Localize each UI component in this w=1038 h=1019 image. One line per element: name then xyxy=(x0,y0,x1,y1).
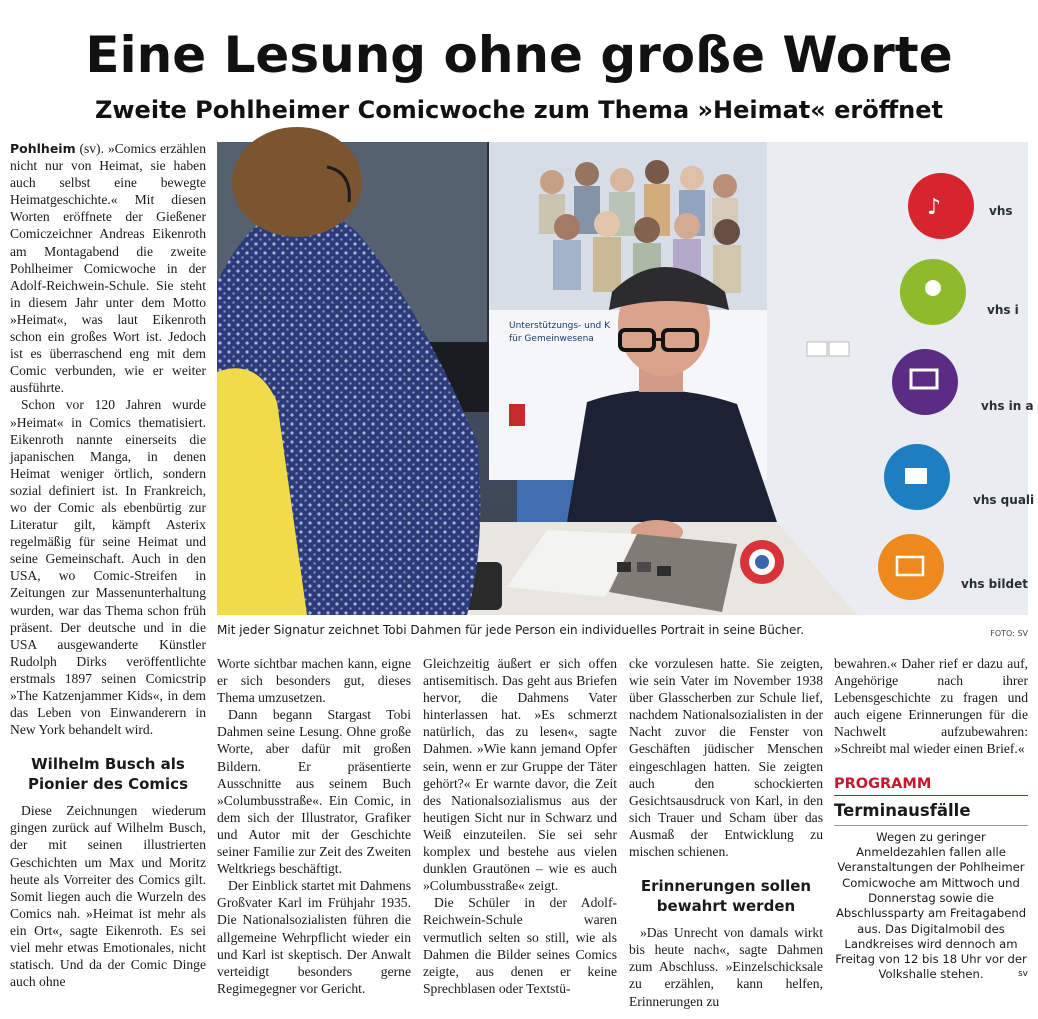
notice-signature: sv xyxy=(1017,969,1028,980)
vhs-label-4: vhs quali xyxy=(973,493,1035,507)
article-photo xyxy=(217,142,1035,615)
banner-text-2: für Gemeinwesena xyxy=(509,334,594,344)
termin-title: Terminausfälle xyxy=(834,800,971,820)
paragraph: Der Einblick startet mit Dahmens Großvater Karl im Frühjahr 1935. Die Nationalsozialisten führen die allgemeine Wehrpflicht wieder ein und Karl ist skeptisch. Der Anwalt verteidigt besonders gerne Regimegegner vor Gericht. xyxy=(217,878,411,996)
lead-paragraph xyxy=(10,140,206,396)
vhs-label-2: vhs i xyxy=(987,303,1019,317)
paragraph: Die Schüler in der Adolf-Reichwein-Schule waren vermutlich selten so still, wie als Dahmen die Bilder seines Comics zeigte, aus denen er keine Sprechblasen oder Textstü- xyxy=(423,895,617,996)
vhs-label-1: vhs xyxy=(989,204,1013,218)
article-column-2 xyxy=(217,655,411,997)
paragraph: cke vorzulesen hatte. Sie zeigten, wie sein Vater im November 1938 über Glasscherben zur Schule lief, nachdem Nationalsozialisten in der Nacht zuvor die Fenster von Geschäften jüdischer Menschen eingeschlagen hatten. Sie zeigten auch den schockierten Gesichtsausdruck von Karl, in den sich Trauer und Scham über das Ausmaß der Entwicklung zu mischen schienen. xyxy=(629,656,823,860)
paragraph: Dann begann Stargast Tobi Dahmen seine Lesung. Ohne große Worte, aber dafür mit großen Bildern. Er präsentierte Ausschnitte aus seinem Buch »Columbusstraße«. Ein Comic, in dem sich der Illustrator, Grafiker und Autor mit der Geschichte seiner Familie zur Zeit des Zweiten Weltkriegs beschäftigt. xyxy=(217,707,411,877)
subheadline: Zweite Pohlheimer Comicwoche zum Thema »Heimat« eröffnet xyxy=(94,96,944,124)
photo-caption xyxy=(217,622,1028,638)
cancellation-notice xyxy=(834,825,1028,983)
photo-credit: FOTO: SV xyxy=(990,629,1028,638)
photo-illustration xyxy=(217,142,1035,615)
vhs-label-3: vhs in a xyxy=(981,399,1034,413)
notice-text: Wegen zu geringer Anmeldezahlen fallen alle Veranstaltungen der Pohlheimer Comicwoche am Mittwoch und Donnerstag sowie die Abschlussparty am Freitagabend aus. Das Digitalmobil des Landkreises wird dennoch am Freitag von 12 bis 18 Uhr vor der Volkshalle stehen. xyxy=(835,829,1027,982)
dateline: Pohlheim xyxy=(10,141,76,156)
vhs-label-5: vhs bildet xyxy=(961,577,1028,591)
svg-text:♪: ♪ xyxy=(927,195,942,220)
headline: Eine Lesung ohne große Worte xyxy=(85,26,953,84)
paragraph: Worte sichtbar machen kann, eigne er sich besonders gut, dieses Thema umzusetzen. xyxy=(217,656,411,706)
dateline-suffix: (sv). xyxy=(75,141,108,156)
hessen-logo xyxy=(509,404,525,426)
paragraph: Gleichzeitig äußert er sich offen antisemitisch. Das geht aus Briefen hervor, die Dahmens Vater hinterlassen hat. »Es schmerzt natürlich, das zu lesen«, sagte Dahmen. »Wie kann jemand Opfer sein, wenn er zur Gruppe der Täter gehört?« Er warnte davor, die Zeit des Nationalsozialismus aus der heutigen Sicht nur in Schwarz und Weiß einzuteilen. Sie sei sehr komplex und bestehe aus vielen dunklen Grautönen – wie es auch »Columbusstraße« zeigt. xyxy=(423,656,617,894)
lead-text: »Comics erzählen nicht nur von Heimat, sie haben auch selbst eine bewegte Heimatgeschichte.« Mit diesen Worten eröffnete der Gießener Comiczeichner Andreas Eikenroth am Montagabend die zweite Pohlheimer Comicwoche in der Adolf-Reichwein-Schule. Sie steht in diesem Jahr unter dem Motto »Heimat«, was laut Eikenroth schon ein großes Wort ist. Jedoch ist es überraschend eng mit dem Comic verbunden, wie er weiter ausführte. xyxy=(10,141,206,396)
paragraph: »Das Unrecht von damals wirkt bis heute nach«, sagte Dahmen zum Abschluss. »Einzelschicksale zu erzählen, kann helfen, Erinnerungen zu xyxy=(629,925,823,1009)
program-label: PROGRAMM xyxy=(834,776,1028,796)
paragraph: Diese Zeichnungen wiederum gingen zurück auf Wilhelm Busch, der mit seinen illustrierten Geschichten um Max und Moritz heute als Vorreiter des Comics gilt. Somit liegen auch die Wurzeln des Comics nah. »Heimat ist mehr als ein Ort«, sagte Eikenroth. Es sei viel mehr etwas Emotionales, nicht statisch. Und da der Comic Dinge auch ohne xyxy=(10,803,206,990)
article-column-4 xyxy=(629,655,823,1010)
banner-text-1: Unterstützungs- und K xyxy=(509,321,611,331)
article-column-3 xyxy=(423,655,617,997)
caption-text: Mit jeder Signatur zeichnet Tobi Dahmen für jede Person ein individuelles Portrait in seine Bücher. xyxy=(217,623,805,637)
article-column-1 xyxy=(10,140,206,990)
paragraph: bewahren.« Daher rief er dazu auf, Angehörige nach ihrer Lebensgeschichte zu fragen und auch eigene Erinnerungen für die Nachwelt aufzubewahren: »Schreibt mal wieder einen Brief.« xyxy=(834,656,1028,757)
subheading-busch: Wilhelm Busch als Pionier des Comics xyxy=(27,755,189,794)
subheading-erinnerungen: Erinnerungen sollen bewahrt werden xyxy=(640,877,812,916)
paragraph: Schon vor 120 Jahren wurde »Heimat« in Comics thematisiert. Eikenroth nannte einerseits die japanischen Manga, in denen Heimat weniger örtlich, sondern sozial definiert ist. In Frankreich, wo der Comic als ebenbürtig zur Literatur gilt, kämpft Asterix regelmäßig für seine Heimat und seine Gemeinschaft. Auch in den USA, wo Comic-Streifen in Zeitungen zur Massenunterhaltung wurden, war das Thema schon früh präsent. Der deutsche und in die USA ausgewanderte Künstler Rudolph Dirks veröffentlichte erstmals 1897 seinen Comicstrip »The Katzenjammer Kids«, in dem das Leben von Einwanderern in New York behandelt wird. xyxy=(10,397,206,738)
article-column-5 xyxy=(834,655,1028,983)
